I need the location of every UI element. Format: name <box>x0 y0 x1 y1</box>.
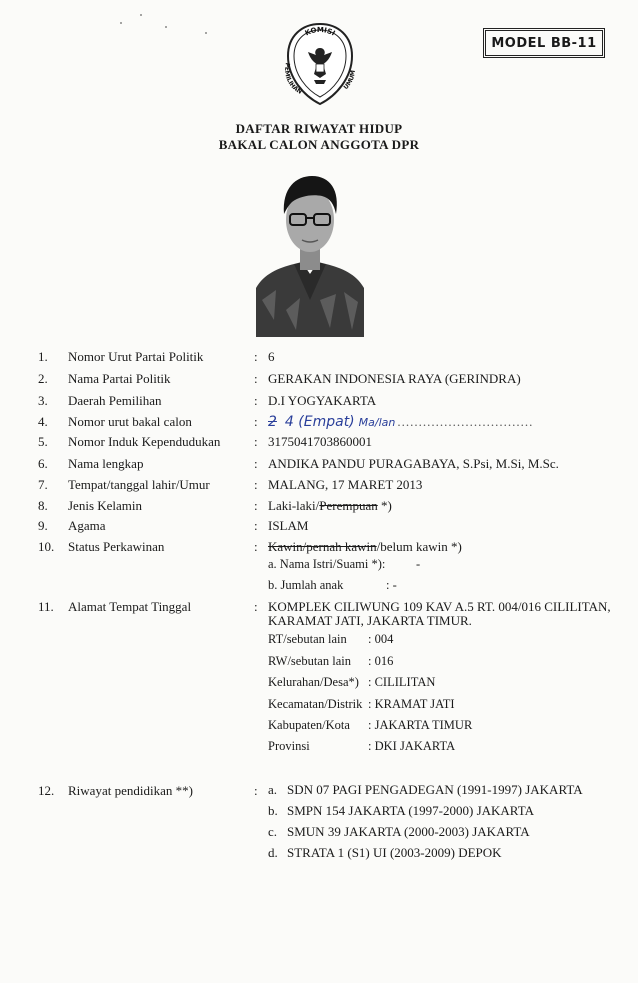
document-title: DAFTAR RIWAYAT HIDUP <box>235 121 403 136</box>
field-colon: : <box>254 783 258 798</box>
field-value <box>268 413 533 432</box>
field-value: 6 <box>268 349 275 364</box>
field-number: 2. <box>38 371 48 386</box>
education-item-letter: d. <box>268 845 278 860</box>
field-row <box>0 517 638 535</box>
field-label: Nomor Urut Partai Politik <box>68 349 204 364</box>
field-value-struck: Perempuan <box>319 498 378 513</box>
education-item-text: SDN 07 PAGI PENGADEGAN (1991-1997) JAKARTA <box>287 782 583 797</box>
field-value-plain: Laki-laki/ <box>268 498 320 513</box>
children-count-value: : - <box>386 578 397 592</box>
field-label: Status Perkawinan <box>68 539 165 554</box>
field-value-struck: Kawin/pernah kawin <box>268 539 377 554</box>
education-item-text: SMUN 39 JAKARTA (2000-2003) JAKARTA <box>287 824 530 839</box>
education-item-letter: b. <box>268 803 278 818</box>
education-item-letter: c. <box>268 824 278 839</box>
field-value-suffix: *) <box>377 498 392 513</box>
scan-speck <box>205 32 207 34</box>
field-value-handwritten: 4 (Empat) <box>284 414 355 430</box>
children-count-label: b. Jumlah anak <box>268 578 344 592</box>
address-detail-label: Kabupaten/Kota <box>268 718 350 732</box>
document-subtitle: BAKAL CALON ANGGOTA DPR <box>218 137 420 152</box>
scan-speck <box>165 26 167 28</box>
scan-speck <box>120 22 122 24</box>
address-detail-value: : 004 <box>368 632 394 646</box>
field-label: Alamat Tempat Tinggal <box>68 599 192 614</box>
field-number: 12. <box>38 783 55 798</box>
field-number: 6. <box>38 456 48 471</box>
field-row <box>0 497 638 515</box>
field-number: 3. <box>38 393 48 408</box>
field-value: GERAKAN INDONESIA RAYA (GERINDRA) <box>268 371 521 386</box>
spouse-name-value: - <box>416 557 421 571</box>
field-label: Nama Partai Politik <box>68 371 171 386</box>
field-row <box>0 476 638 494</box>
dotted-line: ................................ <box>397 414 534 429</box>
field-row <box>0 348 638 366</box>
address-line-1: KOMPLEK CILIWUNG 109 KAV A.5 RT. 004/016 CILILITAN, <box>268 599 611 614</box>
address-detail-value: : 016 <box>368 654 394 668</box>
address-detail-label: RT/sebutan lain <box>268 632 347 646</box>
address-detail-value: : KRAMAT JATI <box>368 697 455 711</box>
field-label: Daerah Pemilihan <box>68 393 162 408</box>
address-detail-label: RW/sebutan lain <box>268 654 351 668</box>
field-row <box>0 433 638 451</box>
field-value <box>268 497 392 515</box>
field-colon: : <box>254 599 258 614</box>
field-value: ANDIKA PANDU PURAGABAYA, S.Psi, M.Si, M.Sc. <box>268 456 559 471</box>
field-number: 1. <box>38 349 48 364</box>
model-label: MODEL BB-11 <box>491 35 597 51</box>
scan-speck <box>140 14 142 16</box>
field-number: 8. <box>38 498 48 513</box>
field-colon: : <box>254 371 258 386</box>
field-number: 5. <box>38 434 48 449</box>
address-detail-label: Kecamatan/Distrik <box>268 697 363 711</box>
spouse-name-label: a. Nama Istri/Suami *): <box>268 557 386 571</box>
field-label: Nama lengkap <box>68 456 144 471</box>
field-colon: : <box>254 498 258 513</box>
field-colon: : <box>254 434 258 449</box>
field-value-initials: Ma/lan <box>358 416 396 429</box>
address-detail-label: Kelurahan/Desa*) <box>268 675 359 689</box>
field-number: 11. <box>38 599 54 614</box>
address-detail-label: Provinsi <box>268 739 310 753</box>
field-value: 3175041703860001 <box>268 434 372 449</box>
field-number: 7. <box>38 477 48 492</box>
field-value: ISLAM <box>268 518 309 533</box>
field-number: 10. <box>38 539 55 554</box>
field-colon: : <box>254 393 258 408</box>
field-label: Tempat/tanggal lahir/Umur <box>68 477 210 492</box>
field-row <box>0 370 638 388</box>
kpu-logo-icon <box>280 18 360 106</box>
field-label: Nomor urut bakal calon <box>68 414 192 429</box>
field-label: Agama <box>68 518 106 533</box>
field-row <box>0 413 638 431</box>
field-label: Jenis Kelamin <box>68 498 143 513</box>
logo-text-right: UMUM <box>342 69 357 92</box>
field-colon: : <box>254 414 258 429</box>
field-colon: : <box>254 349 258 364</box>
field-value <box>268 538 462 556</box>
field-value-suffix: /belum kawin *) <box>376 539 462 554</box>
field-row <box>0 538 638 556</box>
field-number: 4. <box>38 414 48 429</box>
education-item-text: SMPN 154 JAKARTA (1997-2000) JAKARTA <box>287 803 534 818</box>
address-detail-value: : DKI JAKARTA <box>368 739 456 753</box>
field-value: D.I YOGYAKARTA <box>268 393 377 408</box>
address-detail-value: : JAKARTA TIMUR <box>368 718 473 732</box>
field-colon: : <box>254 518 258 533</box>
education-item-text: STRATA 1 (S1) UI (2003-2009) DEPOK <box>287 845 502 860</box>
address-detail-value: : CILILITAN <box>368 675 436 689</box>
candidate-photo <box>256 170 364 337</box>
field-number: 9. <box>38 518 48 533</box>
field-colon: : <box>254 477 258 492</box>
address-line-2: KARAMAT JATI, JAKARTA TIMUR. <box>268 613 472 628</box>
model-label-box <box>483 28 605 58</box>
field-value: MALANG, 17 MARET 2013 <box>268 477 423 492</box>
field-value-struck: 2 <box>268 414 277 430</box>
logo-text-left: PEMILIHAN <box>283 62 304 96</box>
field-colon: : <box>254 539 258 554</box>
field-colon: : <box>254 456 258 471</box>
field-row <box>0 455 638 473</box>
field-label: Riwayat pendidikan **) <box>68 783 193 798</box>
education-item-letter: a. <box>268 782 278 797</box>
logo-text-top: KOMISI <box>303 25 337 38</box>
field-label: Nomor Induk Kependudukan <box>68 434 221 449</box>
field-row <box>0 392 638 410</box>
